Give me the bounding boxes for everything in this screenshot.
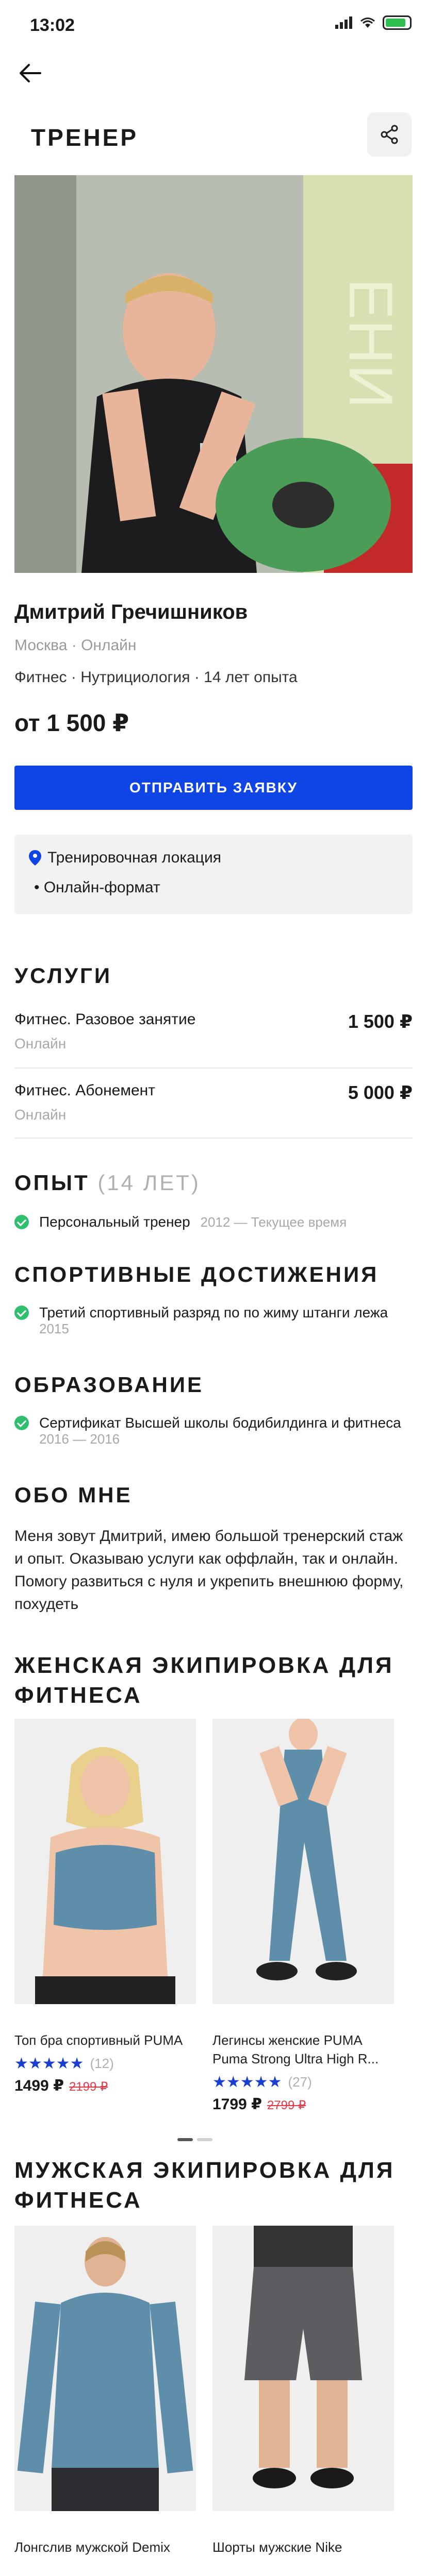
education-text: Сертификат Высшей школы бодибилдинга и фитнеса <box>39 1415 401 1431</box>
carousel-dot-active <box>177 2138 193 2141</box>
review-count: (27) <box>288 2074 312 2090</box>
service-price: 1 500 ₽ <box>348 1011 413 1032</box>
status-time: 13:02 <box>30 15 75 35</box>
review-count: (12) <box>90 2056 114 2071</box>
share-button[interactable] <box>367 112 412 157</box>
trainer-location: Москва · Онлайн <box>14 637 137 654</box>
carousel-pagination <box>177 2138 212 2141</box>
service-format: Онлайн <box>14 1036 67 1052</box>
services-title: УСЛУГИ <box>14 963 112 988</box>
current-price: 1499 ₽ <box>14 2077 64 2094</box>
svg-text:ЕНИ: ЕНИ <box>336 278 405 409</box>
product-card[interactable] <box>14 1719 196 2095</box>
product-rating <box>212 2073 394 2091</box>
divider <box>14 1138 413 1139</box>
about-title: ОБО МНЕ <box>14 1483 133 1507</box>
trainer-name: Дмитрий Гречишников <box>14 601 248 623</box>
product-name: Шорты мужские Nike <box>212 2539 342 2555</box>
product-name: Топ бра спортивный PUMA <box>14 2032 183 2048</box>
share-icon <box>379 124 400 145</box>
battery-icon <box>383 15 412 30</box>
achievements-title: СПОРТИВНЫЕ ДОСТИЖЕНИЯ <box>14 1262 379 1286</box>
experience-item <box>14 1214 347 1230</box>
education-title: ОБРАЗОВАНИЕ <box>14 1372 204 1397</box>
about-text: Меня зовут Дмитрий, имею большой тренерский стаж и опыт. Оказываю услуги как оффлайн, так и онлайн. Помогу развиться с нуля и укрепить внешнюю форму, похудеть <box>14 1528 404 1613</box>
back-button[interactable] <box>14 58 45 89</box>
divider <box>14 1067 413 1069</box>
product-card[interactable] <box>212 2226 394 2576</box>
product-price <box>212 2095 394 2113</box>
achievement-year: 2015 <box>39 1321 69 1336</box>
experience-years: (14 ЛЕТ) <box>97 1171 201 1195</box>
old-price: 2799 ₽ <box>267 2098 306 2112</box>
product-card[interactable] <box>14 2226 196 2576</box>
education-item <box>14 1415 401 1447</box>
achievement-text: Третий спортивный разряд по по жиму штанги лежа <box>39 1304 388 1320</box>
experience-title <box>14 1171 201 1195</box>
check-icon <box>14 1306 29 1320</box>
old-price: 2199 ₽ <box>69 2080 108 2094</box>
location-box <box>14 835 413 914</box>
education-period: 2016 — 2016 <box>39 1431 120 1447</box>
service-format: Онлайн <box>14 1107 67 1123</box>
location-primary-label: Тренировочная локация <box>47 849 221 866</box>
trainer-specialization: Фитнес · Нутрициология · 14 лет опыта <box>14 669 298 686</box>
product-rating <box>14 2055 196 2073</box>
price-from: от 1 500 ₽ <box>14 709 129 736</box>
send-request-button[interactable]: ОТПРАВИТЬ ЗАЯВКУ <box>14 766 413 810</box>
achievement-item <box>14 1304 388 1337</box>
trainer-photo <box>14 175 413 573</box>
check-icon <box>14 1215 29 1229</box>
experience-role: Персональный тренер <box>39 1214 190 1230</box>
experience-title-label: ОПЫТ <box>14 1171 90 1195</box>
product-name: Лонгслив мужской Demix <box>14 2539 170 2555</box>
women-equipment-title: ЖЕНСКАЯ ЭКИПИРОВКА ДЛЯ ФИТНЕСА <box>14 1653 394 1708</box>
check-icon <box>14 1416 29 1430</box>
location-pin-icon <box>29 850 41 866</box>
product-image <box>212 2226 394 2511</box>
product-card[interactable] <box>212 1719 394 2113</box>
product-image <box>14 2226 196 2511</box>
rating-stars-icon: ★★★★★ <box>212 2074 282 2091</box>
product-image <box>14 1719 196 2004</box>
men-equipment-title: МУЖСКАЯ ЭКИПИРОВКА ДЛЯ ФИТНЕСА <box>14 2158 395 2213</box>
rating-stars-icon: ★★★★★ <box>14 2055 84 2072</box>
service-name: Фитнес. Разовое занятие <box>14 1011 196 1028</box>
service-price: 5 000 ₽ <box>348 1082 413 1103</box>
service-name: Фитнес. Абонемент <box>14 1082 155 1099</box>
product-name: Легинсы женские PUMA Puma Strong Ultra High R... <box>212 2032 379 2066</box>
current-price: 1799 ₽ <box>212 2096 262 2113</box>
product-image <box>212 1719 394 2004</box>
page-title: ТРЕНЕР <box>31 124 139 151</box>
wifi-icon <box>359 16 376 29</box>
location-secondary: • Онлайн-формат <box>34 879 160 896</box>
status-icons <box>335 15 412 30</box>
location-primary <box>29 849 221 867</box>
carousel-dot <box>197 2138 212 2141</box>
experience-period: 2012 — Текущее время <box>200 1214 347 1230</box>
product-price <box>14 2077 196 2095</box>
arrow-left-icon <box>19 64 41 82</box>
signal-icon <box>335 16 353 29</box>
